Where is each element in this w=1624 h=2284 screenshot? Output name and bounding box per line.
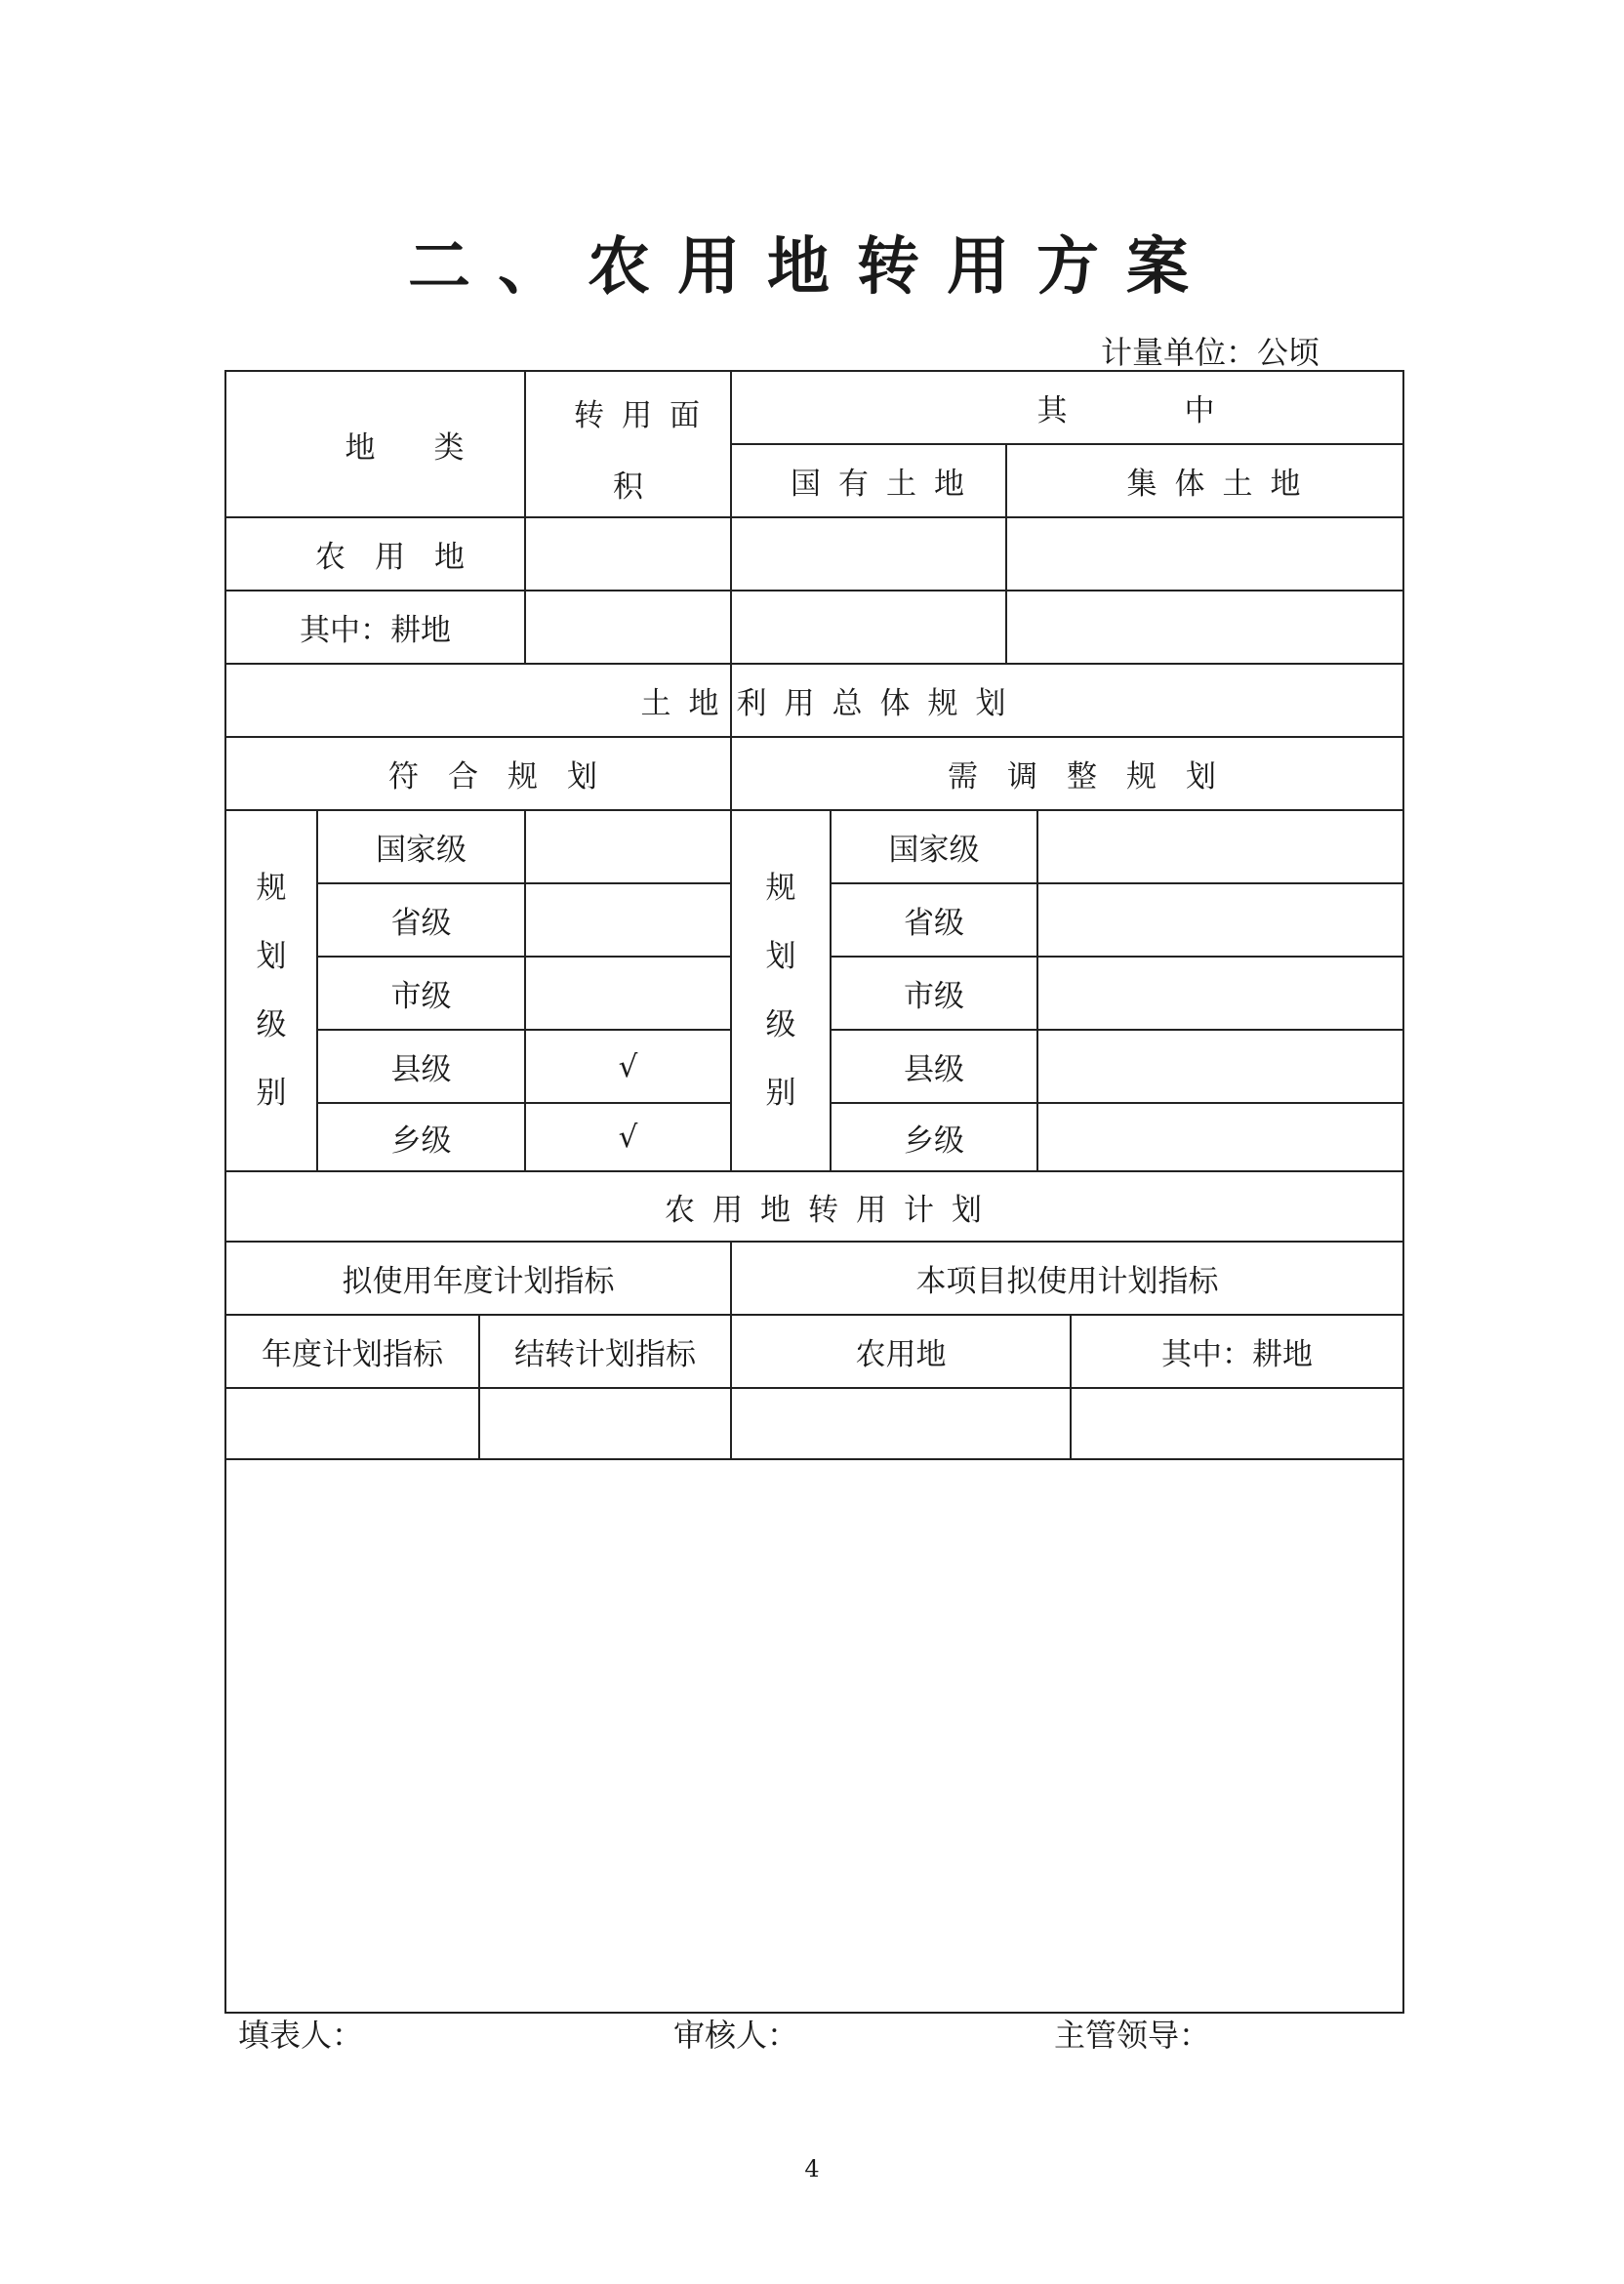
header-collective-land: 集体土地	[1126, 467, 1319, 502]
conform-mark-provincial	[525, 883, 731, 957]
header-state-land: 国有土地	[791, 467, 982, 502]
level-county-right: 县级	[904, 1052, 964, 1087]
level-county-left: 县级	[390, 1052, 452, 1087]
planning-adjust-title: 需调整规划	[948, 759, 1245, 795]
level-provincial-right: 省级	[904, 906, 964, 941]
footer-filler: 填表人：	[238, 2017, 364, 2054]
header-of-which: 其中	[1036, 393, 1332, 428]
conform-mark-national	[525, 810, 731, 883]
header-area-line2: 积	[613, 469, 643, 505]
planning-section-title: 土地利用总体规划	[640, 686, 1024, 721]
conform-mark-county: √	[618, 1048, 638, 1084]
plan-section-title: 农用地转用计划	[665, 1192, 999, 1228]
level-national-right: 国家级	[888, 833, 980, 868]
page-title: 二、农用地转用方案	[408, 230, 1216, 304]
plan-col-arable: 其中：耕地	[1161, 1337, 1313, 1372]
level-national-left: 国家级	[376, 833, 467, 868]
plan-col-farmland: 农用地	[855, 1337, 947, 1372]
planning-level-label-right: 规 划 级 别	[765, 871, 796, 1111]
unit-label: 计量单位：公顷	[1100, 334, 1320, 371]
planning-level-label-left: 规 划 级 别	[256, 871, 287, 1111]
level-township-right: 乡级	[904, 1122, 964, 1159]
plan-col-carryover: 结转计划指标	[514, 1337, 696, 1372]
conform-mark-city	[525, 957, 731, 1030]
plan-annual-group: 拟使用年度计划指标	[342, 1264, 615, 1299]
header-area-line1: 转用面	[574, 397, 717, 433]
plan-col-annual: 年度计划指标	[262, 1337, 443, 1372]
footer-leader: 主管领导：	[1054, 2017, 1211, 2054]
plan-project-group: 本项目拟使用计划指标	[915, 1264, 1219, 1299]
row-arable-label: 其中：耕地	[300, 613, 451, 648]
page-number: 4	[804, 2155, 820, 2182]
level-provincial-left: 省级	[390, 906, 452, 941]
level-city-left: 市级	[390, 979, 452, 1014]
level-city-right: 市级	[904, 979, 964, 1014]
header-land-type: 地类	[345, 429, 523, 466]
planning-conform-title: 符合规划	[388, 759, 627, 795]
row-farmland-label: 农用地	[315, 540, 494, 575]
conform-mark-township: √	[618, 1120, 638, 1155]
footer-reviewer: 审核人：	[673, 2017, 799, 2054]
level-township-left: 乡级	[390, 1122, 452, 1159]
